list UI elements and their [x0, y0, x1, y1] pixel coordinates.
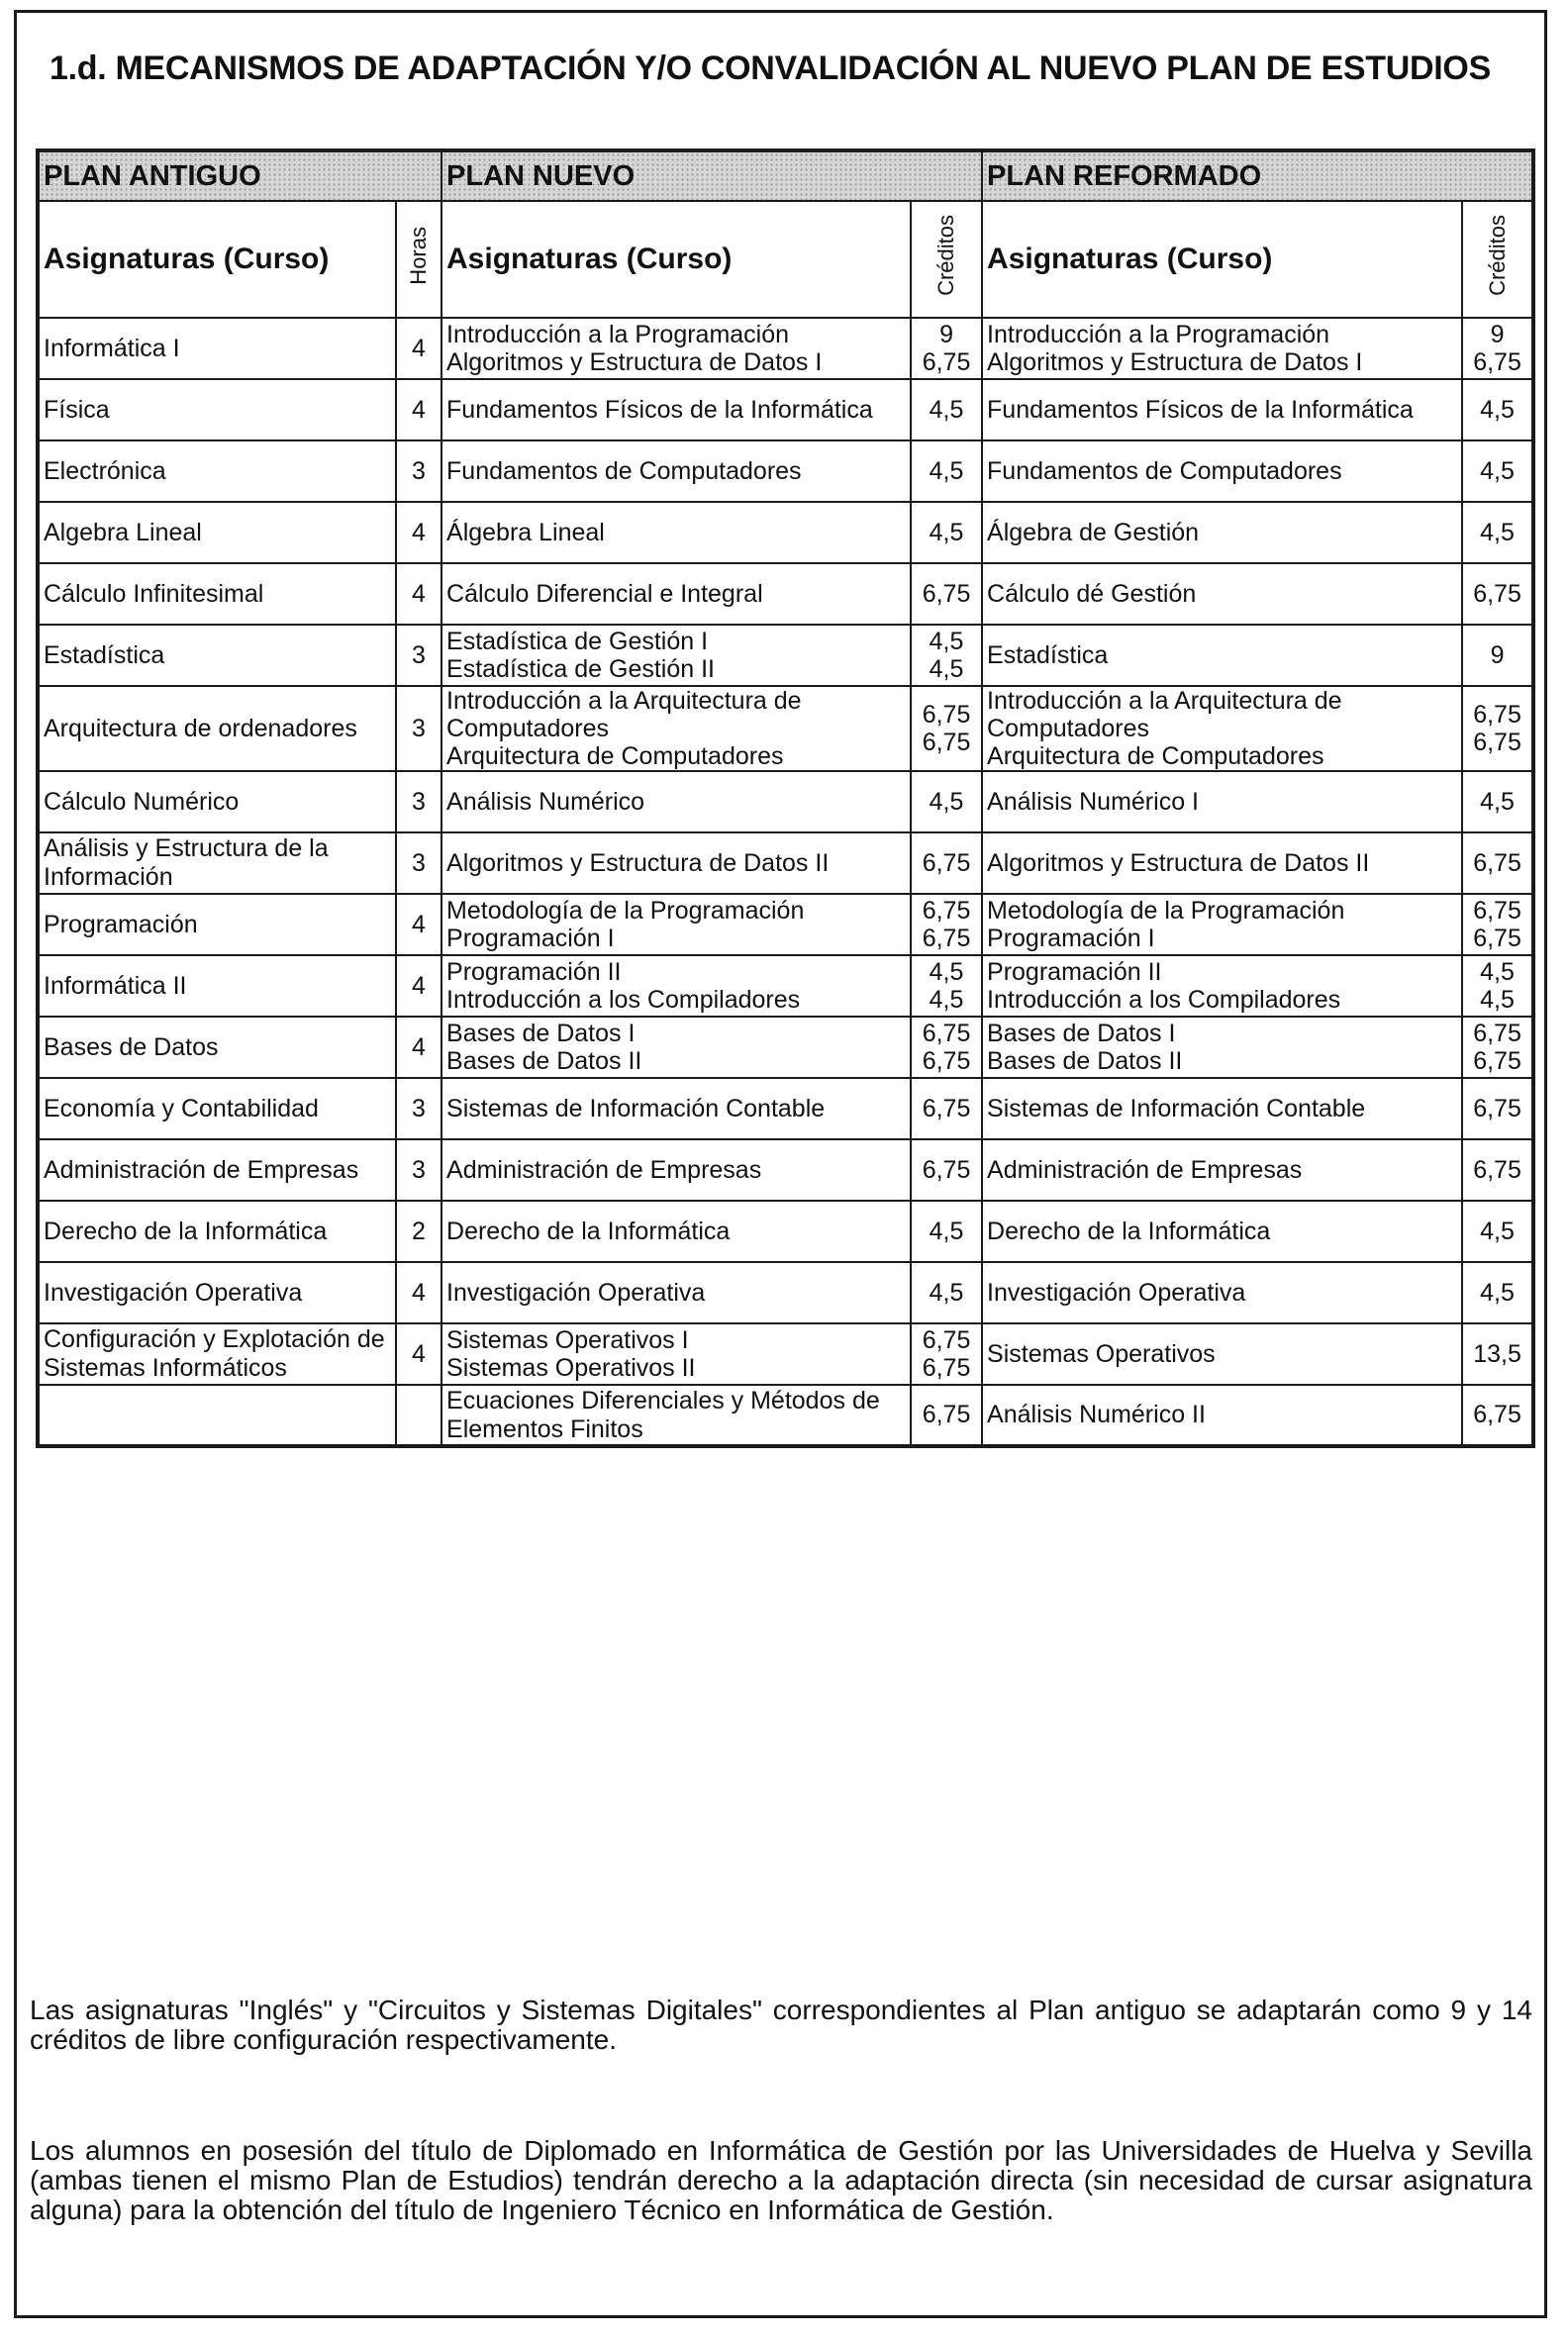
- new-credits-cell-line: 6,75: [922, 1401, 971, 1428]
- ref-subject-cell-line: Análisis Numérico II: [987, 1401, 1206, 1428]
- new-subject-cell-line: Investigación Operativa: [446, 1278, 706, 1307]
- ref-credits-cell: [1462, 1139, 1533, 1201]
- ref-subject-cell: [982, 771, 1462, 832]
- old-subject-cell: Informática I: [38, 318, 396, 379]
- new-subject-cell: [441, 771, 911, 832]
- old-subject-cell: Configuración y Explotación de Sistemas Informáticos: [38, 1323, 396, 1385]
- ref-credits-cell: [1462, 1201, 1533, 1262]
- ref-credits-cell: [1462, 379, 1533, 440]
- table-row: [38, 440, 1533, 502]
- ref-subject-cell: [982, 1323, 1462, 1385]
- hours-cell: 3: [396, 440, 441, 502]
- ref-credits-cell: [1462, 1385, 1533, 1446]
- ref-subject-cell-line: Álgebra de Gestión: [987, 518, 1200, 546]
- new-subject-cell: [441, 1385, 911, 1446]
- ref-credits-cell-line: 6,75: [1473, 579, 1521, 608]
- table-row: [38, 502, 1533, 563]
- old-subject-cell: Arquitectura de ordenadores: [38, 686, 396, 771]
- new-credits-cell-line: 6,75: [922, 1155, 971, 1184]
- ref-subject-cell-line: Programación II: [987, 958, 1162, 986]
- new-credits-cell: [911, 1078, 982, 1139]
- new-subject-cell-line: Estadística de Gestión II: [446, 655, 715, 683]
- new-subject-cell: [441, 1201, 911, 1262]
- new-subject-cell: [441, 955, 911, 1017]
- new-credits-cell-line: 4,5: [929, 986, 964, 1014]
- old-subject-cell: Investigación Operativa: [38, 1262, 396, 1323]
- new-credits-cell: [911, 771, 982, 832]
- ref-subject-cell: [982, 955, 1462, 1017]
- new-subject-cell: [441, 318, 911, 379]
- hours-cell: 4: [396, 1017, 441, 1078]
- ref-credits-cell-line: 13,5: [1473, 1339, 1521, 1368]
- ref-subject-cell-line: Introducción a la Programación: [987, 321, 1330, 348]
- new-subject-cell: [441, 1139, 911, 1201]
- new-subject-cell-line: Estadística de Gestión I: [446, 628, 709, 655]
- old-subject-cell: Electrónica: [38, 440, 396, 502]
- hours-cell: 3: [396, 771, 441, 832]
- new-credits-cell: [911, 318, 982, 379]
- new-subject-cell-line: Sistemas Operativos I: [446, 1326, 689, 1354]
- ref-subject-cell: [982, 1139, 1462, 1201]
- new-credits-cell-line: 6,75: [922, 579, 971, 608]
- ref-credits-header-label: Créditos: [1484, 215, 1510, 296]
- ref-credits-cell: [1462, 686, 1533, 771]
- ref-subject-cell: [982, 1262, 1462, 1323]
- ref-credits-cell-line: 6,75: [1473, 729, 1521, 756]
- hours-cell: 4: [396, 563, 441, 625]
- new-subject-cell: [441, 1078, 911, 1139]
- new-subject-cell-line: Ecuaciones Diferenciales y Métodos de Elementos Finitos: [446, 1386, 880, 1443]
- hours-cell: 3: [396, 625, 441, 686]
- ref-credits-cell-line: 4,5: [1480, 787, 1515, 816]
- ref-subject-cell-line: Arquitectura de Computadores: [987, 742, 1324, 770]
- hours-cell: 4: [396, 1262, 441, 1323]
- page-title: 1.d. MECANISMOS DE ADAPTACIÓN Y/O CONVALIDACIÓN AL NUEVO PLAN DE ESTUDIOS: [49, 49, 1491, 87]
- ref-subject-cell: [982, 686, 1462, 771]
- new-subject-cell-line: Derecho de la Informática: [446, 1217, 731, 1245]
- table-row: [38, 955, 1533, 1017]
- new-credits-cell-line: 6,75: [922, 729, 971, 756]
- new-subject-cell-line: Álgebra Lineal: [446, 518, 605, 546]
- new-subject-cell: [441, 1323, 911, 1385]
- new-credits-cell: [911, 955, 982, 1017]
- new-credits-cell-line: 6,75: [922, 701, 971, 729]
- old-subject-cell: Análisis y Estructura de la Información: [38, 832, 396, 894]
- table-row: [38, 1078, 1533, 1139]
- ref-credits-cell-line: 9: [1490, 640, 1505, 669]
- new-subject-cell: [441, 625, 911, 686]
- new-credits-cell-line: 9: [939, 321, 953, 348]
- old-subject-cell: Derecho de la Informática: [38, 1201, 396, 1262]
- ref-credits-cell-line: 6,75: [1473, 1401, 1521, 1428]
- new-credits-cell-line: 6,75: [922, 348, 971, 376]
- ref-credits-cell-line: 4,5: [1480, 986, 1515, 1014]
- ref-subject-cell-line: Derecho de la Informática: [987, 1217, 1271, 1245]
- ref-subject-cell: [982, 1201, 1462, 1262]
- ref-subject-cell-line: Fundamentos de Computadores: [987, 456, 1342, 485]
- table-row: [38, 625, 1533, 686]
- table-row: [38, 1017, 1533, 1078]
- hours-cell: 3: [396, 1078, 441, 1139]
- new-subject-cell-line: Metodología de la Programación: [446, 897, 805, 925]
- new-credits-cell: [911, 625, 982, 686]
- new-credits-cell-line: 6,75: [922, 1354, 971, 1382]
- hours-cell: 4: [396, 894, 441, 955]
- ref-subject-cell: [982, 894, 1462, 955]
- ref-subject-cell: [982, 1385, 1462, 1446]
- new-credits-cell-line: 4,5: [929, 1278, 964, 1307]
- ref-subject-cell-line: Investigación Operativa: [987, 1278, 1246, 1307]
- new-subject-cell: [441, 832, 911, 894]
- ref-credits-cell: [1462, 955, 1533, 1017]
- new-credits-cell: [911, 1017, 982, 1078]
- ref-credits-cell-line: 9: [1490, 321, 1505, 348]
- table-row: [38, 1139, 1533, 1201]
- ref-subject-cell-line: Sistemas Operativos: [987, 1339, 1216, 1368]
- old-subject-header: Asignaturas (Curso): [38, 201, 396, 318]
- ref-credits-cell: [1462, 318, 1533, 379]
- new-subject-cell-line: Sistemas de Información Contable: [446, 1094, 826, 1122]
- ref-credits-cell: [1462, 563, 1533, 625]
- ref-credits-cell: [1462, 1078, 1533, 1139]
- new-credits-cell-line: 4,5: [929, 456, 964, 485]
- ref-subject-cell: [982, 1017, 1462, 1078]
- new-credits-cell: [911, 832, 982, 894]
- new-credits-cell-line: 6,75: [922, 1094, 971, 1122]
- hours-cell: 4: [396, 379, 441, 440]
- new-credits-cell-line: 6,75: [922, 1047, 971, 1075]
- new-credits-cell: [911, 379, 982, 440]
- new-subject-header: Asignaturas (Curso): [441, 201, 911, 318]
- hours-cell: 4: [396, 955, 441, 1017]
- new-credits-cell-line: 4,5: [929, 628, 964, 655]
- ref-subject-cell-line: Sistemas de Información Contable: [987, 1094, 1366, 1122]
- new-subject-cell-line: Administración de Empresas: [446, 1155, 762, 1184]
- new-credits-cell-line: 6,75: [922, 925, 971, 952]
- ref-credits-cell-line: 4,5: [1480, 456, 1515, 485]
- new-credits-cell: [911, 1323, 982, 1385]
- ref-subject-cell-line: Análisis Numérico I: [987, 787, 1199, 816]
- ref-credits-cell: [1462, 771, 1533, 832]
- new-credits-cell: [911, 1385, 982, 1446]
- ref-subject-header: Asignaturas (Curso): [982, 201, 1462, 318]
- hours-cell: 4: [396, 1323, 441, 1385]
- table-row: [38, 771, 1533, 832]
- ref-credits-cell-line: 6,75: [1473, 1020, 1521, 1047]
- new-credits-header: [911, 201, 982, 318]
- ref-subject-cell-line: Introducción a los Compiladores: [987, 986, 1341, 1014]
- ref-credits-cell: [1462, 832, 1533, 894]
- ref-subject-cell-line: Algoritmos y Estructura de Datos I: [987, 348, 1363, 376]
- new-subject-cell-line: Algoritmos y Estructura de Datos I: [446, 348, 823, 376]
- table-row: [38, 832, 1533, 894]
- note-text: Los alumnos en posesión del título de Diplomado en Informática de Gestión por las Universidades de Huelva y Sevilla (ambas tienen el mismo Plan de Estudios) tendrán derecho a la adaptación directa (sin necesidad de cursar asignatura alguna) para la obtención del título de Ingeniero Técnico en Informática de Gestión.: [30, 2135, 1532, 2225]
- table-row: [38, 1385, 1533, 1446]
- ref-credits-cell-line: 4,5: [1480, 958, 1515, 986]
- plan-antiguo-header: PLAN ANTIGUO: [38, 150, 441, 201]
- table-row: [38, 1201, 1533, 1262]
- ref-credits-cell: [1462, 894, 1533, 955]
- ref-credits-cell: [1462, 1323, 1533, 1385]
- new-subject-cell-line: Programación I: [446, 925, 615, 952]
- ref-credits-cell: [1462, 502, 1533, 563]
- new-subject-cell-line: Introducción a los Compiladores: [446, 986, 801, 1014]
- ref-subject-cell: [982, 1078, 1462, 1139]
- ref-subject-cell: [982, 563, 1462, 625]
- ref-credits-cell-line: 6,75: [1473, 897, 1521, 925]
- new-subject-cell-line: Introducción a la Arquitectura de Computadores: [446, 687, 802, 742]
- old-subject-cell: Administración de Empresas: [38, 1139, 396, 1201]
- new-credits-cell-line: 4,5: [929, 395, 964, 424]
- new-credits-cell: [911, 563, 982, 625]
- ref-subject-cell-line: Introducción a la Arquitectura de Computadores: [987, 687, 1342, 742]
- ref-subject-cell-line: Cálculo dé Gestión: [987, 579, 1197, 608]
- new-credits-cell-line: 4,5: [929, 1217, 964, 1245]
- new-subject-cell-line: Fundamentos Físicos de la Informática: [446, 395, 873, 424]
- hours-cell: 3: [396, 832, 441, 894]
- hours-cell: 3: [396, 686, 441, 771]
- old-subject-cell: Cálculo Numérico: [38, 771, 396, 832]
- hours-cell: 4: [396, 502, 441, 563]
- table-row: [38, 686, 1533, 771]
- new-credits-cell: [911, 686, 982, 771]
- old-subject-cell: Informática II: [38, 955, 396, 1017]
- table-row: [38, 379, 1533, 440]
- new-credits-cell-line: 6,75: [922, 897, 971, 925]
- new-subject-cell-line: Bases de Datos II: [446, 1047, 642, 1075]
- new-subject-cell: [441, 1017, 911, 1078]
- old-subject-cell: Programación: [38, 894, 396, 955]
- hours-header-label: Horas: [406, 226, 431, 285]
- ref-credits-cell-line: 6,75: [1473, 848, 1521, 877]
- ref-subject-cell-line: Bases de Datos II: [987, 1047, 1183, 1075]
- ref-subject-cell-line: Bases de Datos I: [987, 1020, 1176, 1047]
- ref-credits-cell-line: 6,75: [1473, 1094, 1521, 1122]
- ref-subject-cell: [982, 318, 1462, 379]
- ref-subject-cell: [982, 832, 1462, 894]
- table-row: [38, 563, 1533, 625]
- new-credits-cell: [911, 894, 982, 955]
- new-subject-cell-line: Sistemas Operativos II: [446, 1354, 696, 1382]
- new-credits-cell-line: 4,5: [929, 787, 964, 816]
- new-credits-cell-line: 4,5: [929, 655, 964, 683]
- new-credits-cell-line: 6,75: [922, 1326, 971, 1354]
- plan-nuevo-header: PLAN NUEVO: [441, 150, 982, 201]
- ref-credits-cell-line: 4,5: [1480, 1217, 1515, 1245]
- ref-subject-cell-line: Administración de Empresas: [987, 1155, 1303, 1184]
- new-subject-cell-line: Algoritmos y Estructura de Datos II: [446, 848, 830, 877]
- new-subject-cell: [441, 686, 911, 771]
- ref-subject-cell: [982, 440, 1462, 502]
- ref-credits-cell: [1462, 440, 1533, 502]
- ref-subject-cell-line: Fundamentos Físicos de la Informática: [987, 395, 1414, 424]
- old-subject-cell: Estadística: [38, 625, 396, 686]
- hours-cell: 2: [396, 1201, 441, 1262]
- new-credits-cell-line: 6,75: [922, 1020, 971, 1047]
- new-subject-cell-line: Cálculo Diferencial e Integral: [446, 579, 763, 608]
- new-subject-cell: [441, 563, 911, 625]
- ref-credits-cell-line: 6,75: [1473, 348, 1521, 376]
- ref-subject-cell-line: Estadística: [987, 640, 1109, 669]
- table-row: [38, 1323, 1533, 1385]
- ref-credits-cell-line: 4,5: [1480, 518, 1515, 546]
- note-text: Las asignaturas "Inglés" y "Circuitos y Sistemas Digitales" correspondientes al Plan antiguo se adaptarán como 9 y 14 créditos de libre configuración respectivamente.: [30, 1995, 1532, 2055]
- hours-cell: [396, 1385, 441, 1446]
- note-languages: [30, 1996, 1532, 2055]
- ref-credits-cell-line: 4,5: [1480, 1278, 1515, 1307]
- ref-credits-cell-line: 6,75: [1473, 1155, 1521, 1184]
- ref-credits-cell: [1462, 1262, 1533, 1323]
- new-credits-cell-line: 6,75: [922, 848, 971, 877]
- old-subject-cell: Economía y Contabilidad: [38, 1078, 396, 1139]
- ref-credits-cell-line: 6,75: [1473, 925, 1521, 952]
- new-credits-cell: [911, 1262, 982, 1323]
- table-row: [38, 318, 1533, 379]
- ref-credits-cell: [1462, 1017, 1533, 1078]
- ref-subject-cell: [982, 379, 1462, 440]
- new-subject-cell-line: Bases de Datos I: [446, 1020, 636, 1047]
- new-subject-cell-line: Fundamentos de Computadores: [446, 456, 802, 485]
- ref-subject-cell: [982, 625, 1462, 686]
- new-credits-header-label: Créditos: [933, 215, 959, 296]
- new-credits-cell: [911, 502, 982, 563]
- ref-credits-header: [1462, 201, 1533, 318]
- hours-cell: 4: [396, 318, 441, 379]
- plan-reformado-header: PLAN REFORMADO: [982, 150, 1533, 201]
- new-subject-cell-line: Análisis Numérico: [446, 787, 645, 816]
- new-credits-cell: [911, 1201, 982, 1262]
- new-subject-cell-line: Introducción a la Programación: [446, 321, 790, 348]
- new-subject-cell: [441, 1262, 911, 1323]
- new-credits-cell: [911, 1139, 982, 1201]
- old-subject-cell: Bases de Datos: [38, 1017, 396, 1078]
- hours-header: [396, 201, 441, 318]
- ref-subject-cell-line: Metodología de la Programación: [987, 897, 1345, 925]
- new-subject-cell: [441, 894, 911, 955]
- new-subject-cell-line: Programación II: [446, 958, 622, 986]
- ref-subject-cell-line: Algoritmos y Estructura de Datos II: [987, 848, 1370, 877]
- new-subject-cell-line: Arquitectura de Computadores: [446, 742, 784, 770]
- old-subject-cell: [38, 1385, 396, 1446]
- ref-credits-cell-line: 6,75: [1473, 1047, 1521, 1075]
- new-credits-cell-line: 4,5: [929, 518, 964, 546]
- new-subject-cell: [441, 440, 911, 502]
- ref-credits-cell-line: 4,5: [1480, 395, 1515, 424]
- hours-cell: 3: [396, 1139, 441, 1201]
- new-subject-cell: [441, 379, 911, 440]
- new-credits-cell: [911, 440, 982, 502]
- ref-subject-cell-line: Programación I: [987, 925, 1155, 952]
- ref-credits-cell-line: 6,75: [1473, 701, 1521, 729]
- note-diplomados: [30, 2136, 1532, 2225]
- ref-subject-cell: [982, 502, 1462, 563]
- adaptation-table: [36, 148, 1535, 1448]
- table-row: [38, 894, 1533, 955]
- old-subject-cell: Cálculo Infinitesimal: [38, 563, 396, 625]
- old-subject-cell: Física: [38, 379, 396, 440]
- table-body: [38, 318, 1533, 1446]
- new-subject-cell: [441, 502, 911, 563]
- ref-credits-cell: [1462, 625, 1533, 686]
- new-credits-cell-line: 4,5: [929, 958, 964, 986]
- old-subject-cell: Algebra Lineal: [38, 502, 396, 563]
- table-row: [38, 1262, 1533, 1323]
